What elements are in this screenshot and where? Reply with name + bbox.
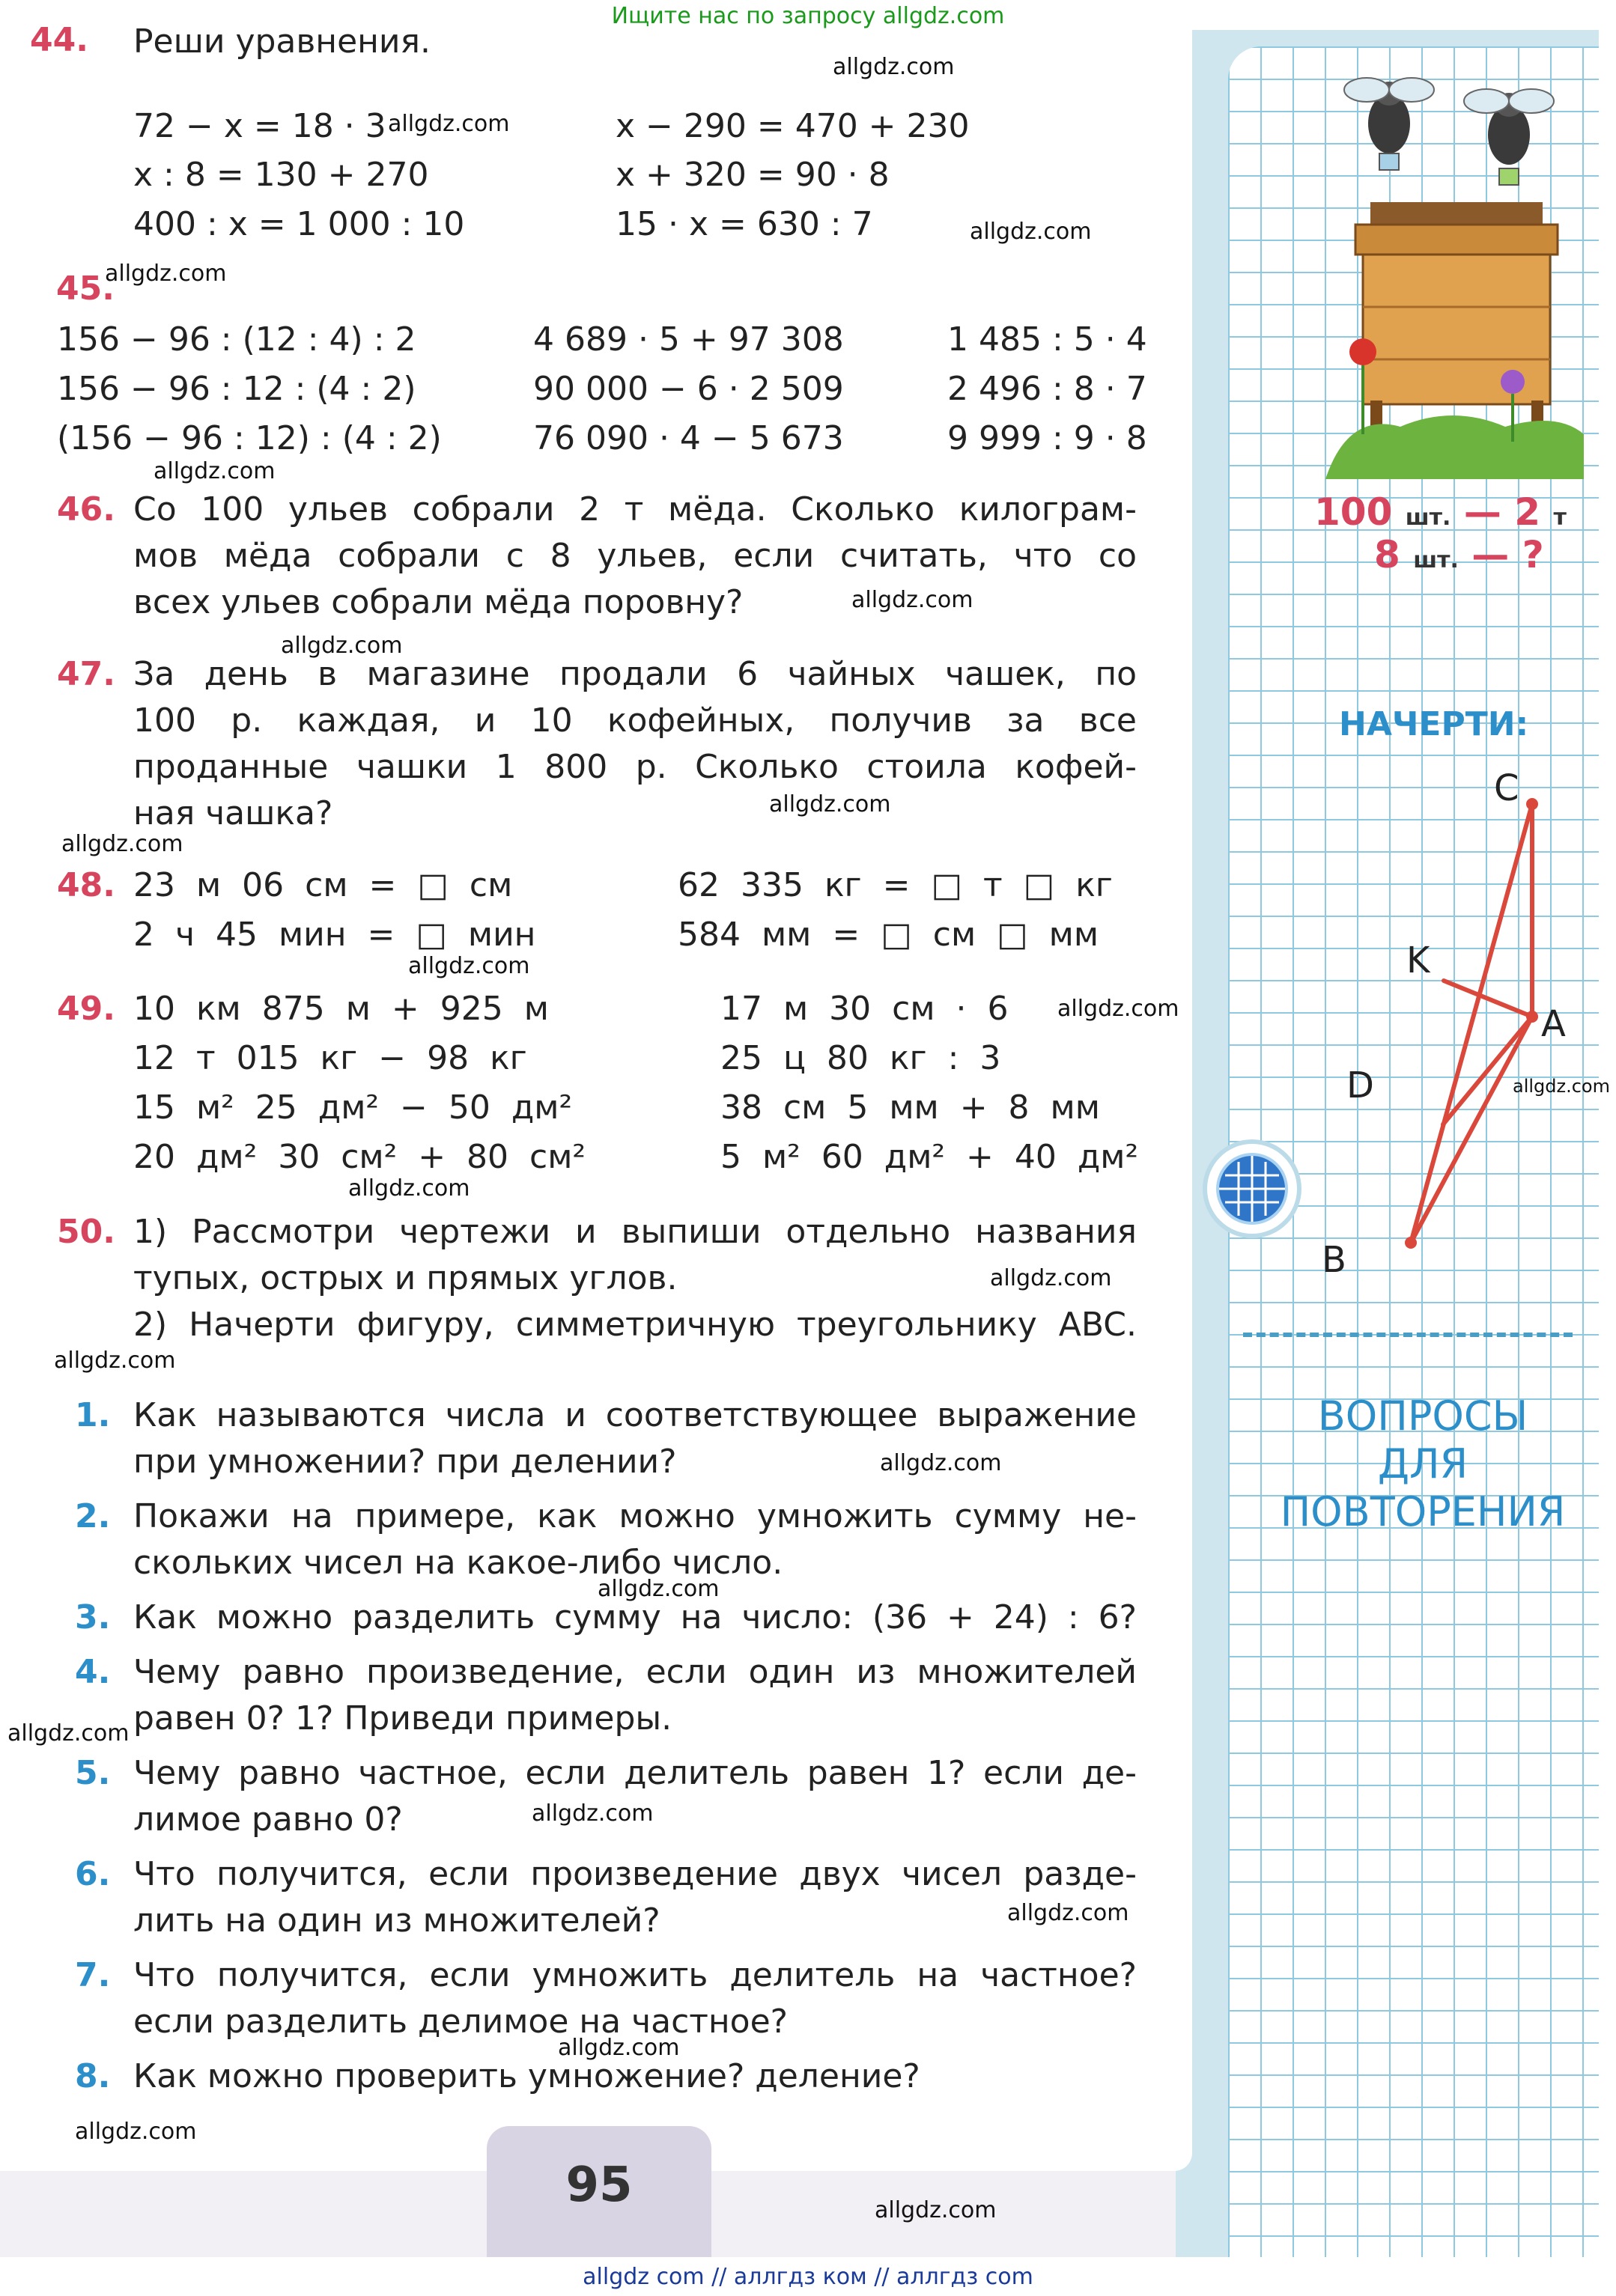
task-text: За день в магазине продали 6 чайных чашек, по 100 р. каждая, и 10 кофейных, получив за все проданные чашки 1 800 р. Сколько стоила кофей- ная чашка?	[133, 655, 1137, 832]
task-text: Со 100 ульев собрали 2 т мёда. Сколько килограм- мов мёда собрали с 8 ульев, если считать, что со всех ульев собрали мёда поровну?	[133, 490, 1137, 621]
conversion: 2 ч 45 мин = □ мин	[133, 916, 536, 954]
question-number: 3.	[75, 1598, 111, 1636]
bee-icon	[1464, 89, 1554, 185]
segment-cb	[1411, 804, 1532, 1243]
point-c	[1526, 798, 1538, 810]
task-number: 49.	[57, 990, 115, 1028]
watermark: allgdz.com	[851, 587, 973, 613]
watermark: allgdz.com	[408, 953, 530, 979]
task-number: 46.	[57, 490, 115, 529]
point-b	[1405, 1237, 1417, 1249]
conversion: 62 335 кг = □ т □ кг	[678, 866, 1113, 904]
expression: 156 − 96 : (12 : 4) : 2	[57, 320, 416, 359]
watermark: allgdz.com	[1057, 996, 1179, 1022]
task-number: 45.	[56, 270, 115, 308]
task-number: 48.	[57, 866, 115, 904]
bottom-banner: allgdz com // аллгдз ком // аллгдз com	[583, 2264, 1033, 2290]
page-number-tab	[487, 2126, 711, 2257]
expression: 38 см 5 мм + 8 мм	[720, 1088, 1100, 1127]
task-number: 50.	[57, 1213, 115, 1251]
watermark: allgdz.com	[558, 2035, 680, 2061]
watermark: allgdz.com	[281, 633, 403, 659]
equation: 15 · x = 630 : 7	[616, 205, 873, 243]
expression: 15 м² 25 дм² − 50 дм²	[133, 1088, 573, 1127]
hint-line: 8 шт. — ?	[1374, 533, 1544, 576]
watermark: allgdz.com	[1007, 1900, 1129, 1926]
watermark: allgdz.com	[75, 2119, 197, 2145]
grid-globe-badge	[1207, 1144, 1297, 1234]
point-a	[1526, 1011, 1538, 1023]
point-label: D	[1346, 1065, 1374, 1106]
point-label: A	[1541, 1003, 1566, 1045]
watermark: allgdz.com	[880, 1450, 1002, 1476]
beehive-illustration	[1318, 60, 1588, 479]
task-title: Реши уравнения.	[133, 22, 431, 61]
watermark: allgdz.com	[970, 219, 1092, 245]
watermark: allgdz.com	[7, 1720, 130, 1747]
equation: x + 320 = 90 · 8	[616, 156, 890, 194]
point-label: C	[1494, 767, 1519, 809]
watermark: allgdz.com	[348, 1175, 470, 1202]
beehive-icon	[1355, 202, 1558, 430]
conversion: 23 м 06 см = □ см	[133, 866, 513, 904]
expression: 2 496 : 8 · 7	[947, 370, 1147, 408]
watermark: allgdz.com	[990, 1265, 1112, 1291]
expression: 4 689 · 5 + 97 308	[533, 320, 844, 359]
watermark: allgdz.com	[532, 1800, 654, 1827]
equation: 72 − x = 18 · 3	[133, 107, 386, 145]
task-number: 47.	[57, 655, 115, 693]
conversion: 584 мм = □ см □ мм	[678, 916, 1099, 954]
page-number: 95	[565, 2158, 633, 2213]
watermark: allgdz.com	[54, 1348, 176, 1374]
question-text: Что получится, если произведение двух чисел разде- лить на один из множителей?	[133, 1855, 1137, 1940]
hint-line: 100 шт. — 2 т	[1314, 490, 1567, 534]
geometry-figure	[1288, 779, 1573, 1303]
watermark: allgdz.com	[769, 791, 891, 817]
question-text: Чему равно произведение, если один из множителей равен 0? 1? Приведи примеры.	[133, 1653, 1137, 1738]
question-number: 6.	[75, 1855, 111, 1893]
expression: 9 999 : 9 · 8	[947, 419, 1147, 457]
question-number: 2.	[75, 1497, 111, 1535]
question-number: 5.	[75, 1754, 111, 1792]
question-number: 8.	[75, 2057, 111, 2095]
question-text: Как можно разделить сумму на число: (36 + 24) : 6?	[133, 1598, 1137, 1636]
watermark: allgdz.com	[154, 458, 276, 484]
segment-ab	[1411, 1017, 1532, 1243]
review-heading: ВОПРОСЫ ДЛЯ ПОВТОРЕНИЯ	[1280, 1392, 1566, 1535]
sidebar-divider	[1243, 1333, 1573, 1337]
draw-title: НАЧЕРТИ:	[1339, 705, 1529, 743]
watermark: allgdz.com	[105, 261, 227, 287]
segment-ak	[1444, 981, 1532, 1017]
globe-grid-icon	[1207, 1144, 1297, 1234]
question-number: 4.	[75, 1653, 111, 1691]
expression: 156 − 96 : 12 : (4 : 2)	[57, 370, 416, 408]
expression: 76 090 · 4 − 5 673	[533, 419, 844, 457]
task-text: 1) Рассмотри чертежи и выпиши отдельно названия тупых, острых и прямых углов. 2) Начерти фигуру, симметричную треугольнику ABC.	[133, 1213, 1137, 1344]
question-number: 1.	[75, 1396, 111, 1434]
equation: x : 8 = 130 + 270	[133, 156, 429, 194]
task-number: 44.	[30, 21, 88, 59]
question-text: Что получится, если умножить делитель на частное? если разделить делимое на частное?	[133, 1956, 1137, 2041]
point-label: K	[1406, 940, 1430, 981]
watermark: allgdz.com	[1513, 1076, 1610, 1097]
question-text: Покажи на примере, как можно умножить сумму не- скольких чисел на какое-либо число.	[133, 1497, 1137, 1582]
question-text: Как можно проверить умножение? деление?	[133, 2057, 920, 2095]
question-text: Как называются числа и соответствующее выражение при умножении? при делении?	[133, 1396, 1137, 1481]
expression: 90 000 − 6 · 2 509	[533, 370, 844, 408]
expression: (156 − 96 : 12) : (4 : 2)	[57, 419, 442, 457]
expression: 12 т 015 кг − 98 кг	[133, 1039, 527, 1077]
expression: 10 км 875 м + 925 м	[133, 990, 549, 1028]
expression: 25 ц 80 кг : 3	[720, 1039, 1001, 1077]
watermark: allgdz.com	[875, 2197, 997, 2223]
question-text: Чему равно частное, если делитель равен 1? если де- лимое равно 0?	[133, 1754, 1137, 1839]
point-label: B	[1322, 1239, 1346, 1281]
question-number: 7.	[75, 1956, 111, 1994]
watermark: allgdz.com	[598, 1576, 720, 1602]
expression: 1 485 : 5 · 4	[947, 320, 1147, 359]
top-banner: Ищите нас по запросу allgdz.com	[611, 3, 1005, 29]
equation: 400 : x = 1 000 : 10	[133, 205, 465, 243]
bee-icon	[1344, 78, 1434, 170]
watermark: allgdz.com	[833, 54, 955, 80]
expression: 20 дм² 30 см² + 80 см²	[133, 1138, 586, 1176]
equation: x − 290 = 470 + 230	[616, 107, 970, 145]
watermark: allgdz.com	[388, 111, 510, 137]
expression: 17 м 30 см · 6	[720, 990, 1009, 1028]
watermark: allgdz.com	[61, 831, 183, 857]
expression: 5 м² 60 дм² + 40 дм²	[720, 1138, 1139, 1176]
